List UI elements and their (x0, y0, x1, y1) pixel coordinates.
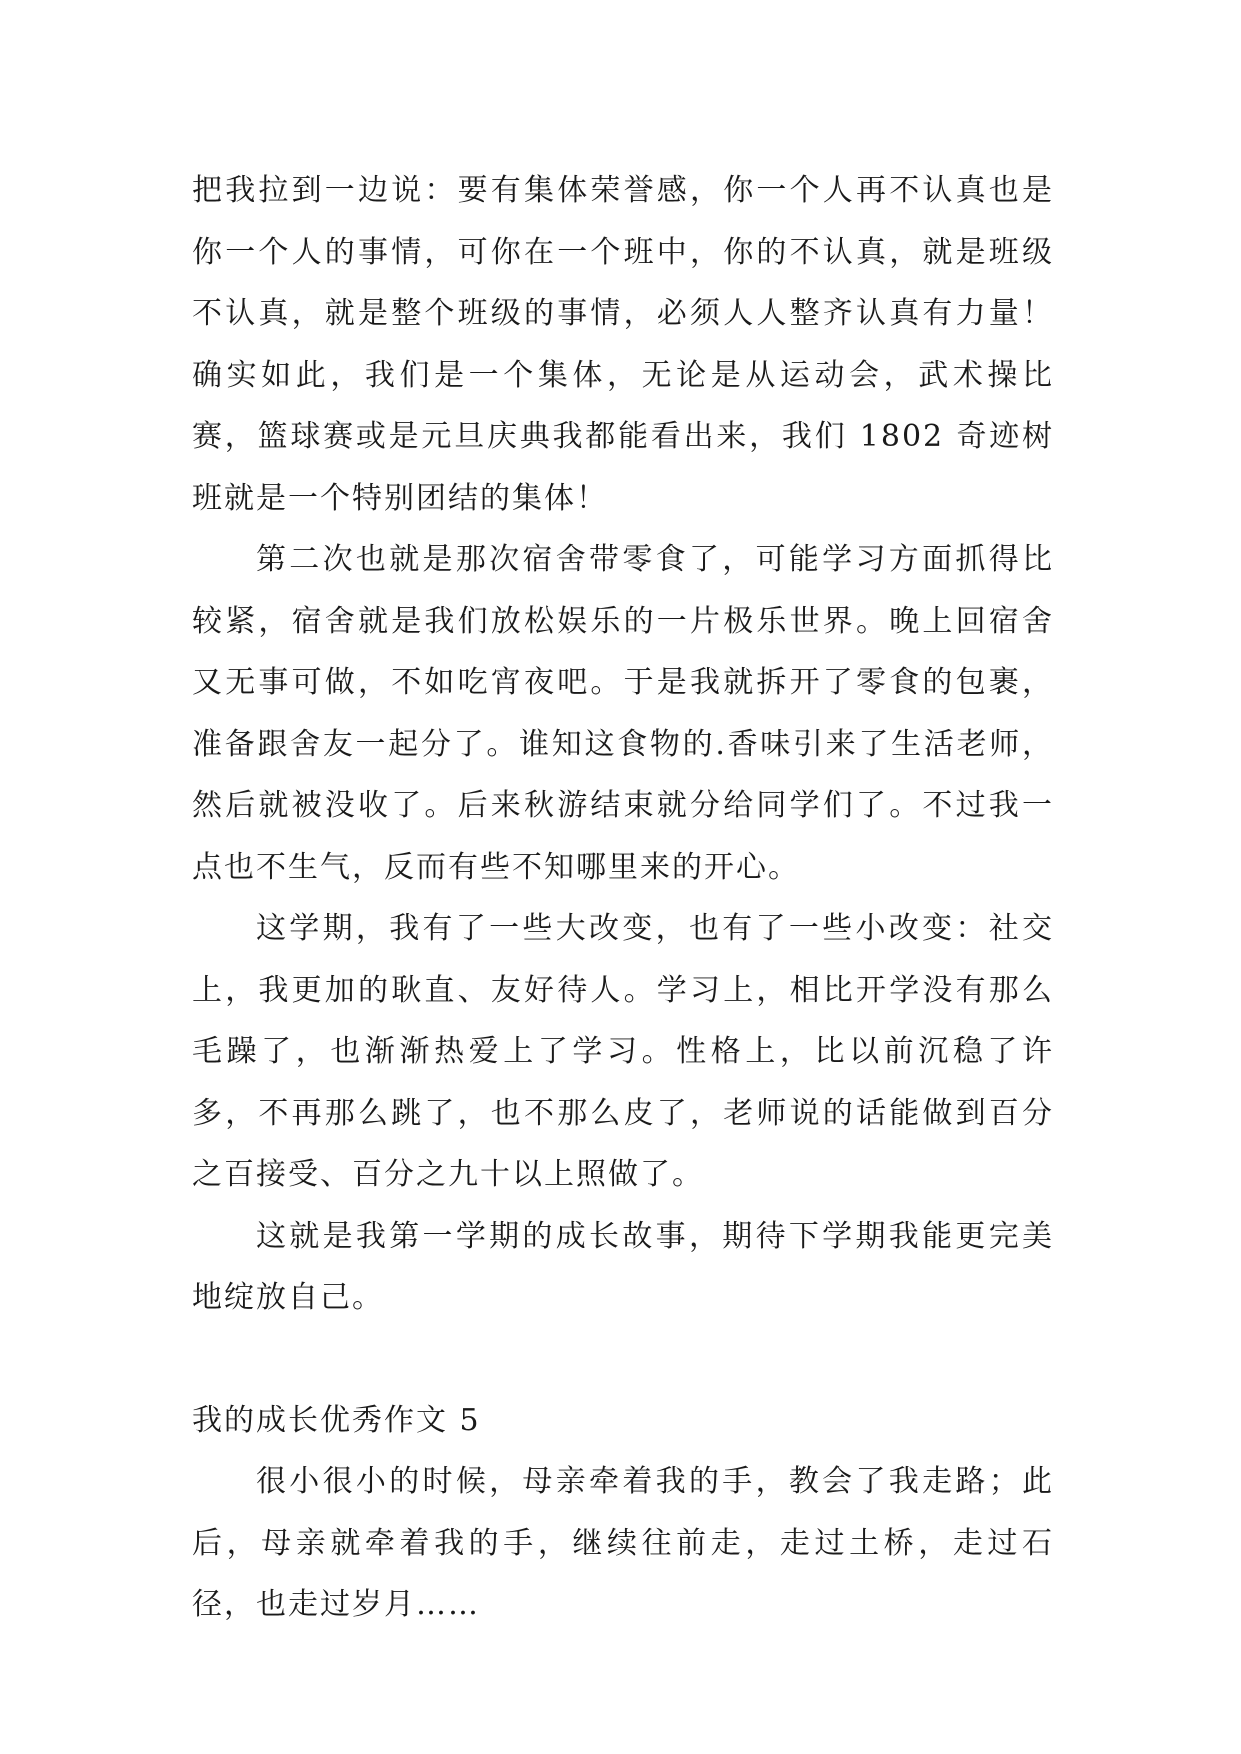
paragraph-3: 这学期，我有了一些大改变，也有了一些小改变：社交上，我更加的耿直、友好待人。学习上，相比开学没有那么毛躁了，也渐渐热爱上了学习。性格上，比以前沉稳了许多，不再那么跳了，也不那么皮了，老师说的话能做到百分之百接受、百分之九十以上照做了。 (192, 911, 1054, 1192)
paragraph-2: 第二次也就是那次宿舍带零食了，可能学习方面抓得比较紧，宿舍就是我们放松娱乐的一片极乐世界。晚上回宿舍又无事可做，不如吃宵夜吧。于是我就拆开了零食的包裹，准备跟舍友一起分了。谁知这食物的.香味引来了生活老师，然后就被没收了。后来秋游结束就分给同学们了。不过我一点也不生气，反而有些不知哪里来的开心。 (192, 542, 1054, 885)
paragraph-4: 这就是我第一学期的成长故事，期待下学期我能更完美地绽放自己。 (192, 1218, 1054, 1315)
section-title: 我的成长优秀作文 5 (192, 1402, 481, 1438)
paragraph-5: 很小很小的时候，母亲牵着我的手，教会了我走路；此后，母亲就牵着我的手，继续往前走，走过土桥，走过石径，也走过岁月…… (192, 1464, 1054, 1622)
document-body (192, 160, 1054, 1636)
paragraph-1: 把我拉到一边说：要有集体荣誉感，你一个人再不认真也是你一个人的事情，可你在一个班中，你的不认真，就是班级不认真，就是整个班级的事情，必须人人整齐认真有力量！确实如此，我们是一个集体，无论是从运动会，武术操比赛，篮球赛或是元旦庆典我都能看出来，我们 1802 奇迹树班就是一个特别团结的集体！ (192, 173, 1054, 516)
